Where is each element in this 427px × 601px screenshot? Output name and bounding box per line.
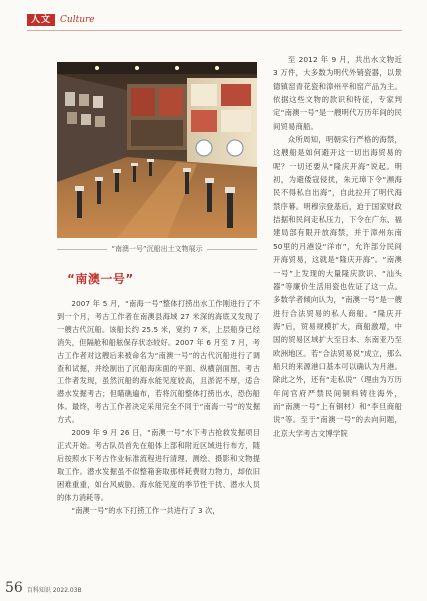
museum-exhibit-photo bbox=[57, 62, 257, 238]
page-footer bbox=[5, 580, 82, 596]
section-tag: 人文 bbox=[27, 14, 55, 26]
left-text-column bbox=[57, 298, 260, 517]
section-header bbox=[27, 13, 95, 27]
caption-rule-left bbox=[57, 249, 107, 250]
photo-caption-text: “南澳一号”沉船出土文物展示 bbox=[111, 245, 203, 253]
page-number: 56 bbox=[5, 580, 23, 596]
photo-caption bbox=[57, 244, 257, 254]
header-divider bbox=[27, 30, 402, 31]
body-paragraph: “南澳一号”的水下打捞工作一共进行了 3 次， bbox=[71, 505, 220, 515]
right-text-column bbox=[273, 53, 402, 440]
section-english-label: Culture bbox=[60, 15, 95, 25]
section-heading: “南澳一号” bbox=[67, 272, 134, 286]
caption-rule-right bbox=[207, 249, 257, 250]
body-paragraph: 至 2012 年 9 月，共出水文物近 3 万件，大多数为明代外销瓷器，以景德镇窑青花瓷和漳州平和窑产品为主。依据这些文物的款识和特征，专家判定“南澳一号”是一艘明代万历年间的民间贸易商船。 bbox=[273, 55, 402, 131]
publication-info: 百科知识 2022.03B bbox=[26, 587, 82, 594]
body-paragraph: 2007 年 5 月，“南海一号”整体打捞出水工作刚进行了不到一个月，考古工作者在南澳县海域 27 米深的海底又发现了一艘古代沉船。该船长约 25.5 米，宽约 7 米，上层船身已经消失，但隔舱和船舷保存状态较好。2007 年 6 月至 7 月，考古工作者对这艘后来被命名为“南澳一号”的古代沉船进行了调查和试掘，并绘制出了沉船海床面的平面、纵横剖面图。考古工作者发现，虽然沉船的海水能见度较高，且淤泥不厚，适合潜水发掘考古；但瞄礁遍布，若将沉船整体打捞出水，恐伤船体。最终，考古工作者决定采用完全不同于“南海一号”的发掘方式。 bbox=[57, 299, 260, 425]
exhibit-photo-illustration bbox=[57, 62, 257, 238]
body-paragraph: 众所周知，明朝实行严格的海禁，这艘船是如何避开这一切出海贸易的呢？一切还要从“隆庆开海”说起。明初，为避倭寇侵扰，朱元璋下令“濒海民不得私自出海”，自此拉开了明代海禁序幕。明穆宗登基后，迫于国家财政拮据和民间走私压力，下令在广东、福建局部有限开放海禁，并于漳州东南50里的月港设“洋市”，允许部分民间开海贸易，这就是“隆庆开海”。“南澳一号”上发现的大量隆庆款识、“汕头器”等廉价生活用瓷也佐证了这一点。多数学者倾向认为，“南澳一号”是一艘进行合法贸易的私人商船。“隆庆开海”后，贸易规模扩大，商船激增，中国的贸易区域扩大至日本、东南亚乃至欧洲地区。若“合法贸易说”成立，那么船只的来源港口基本可以确认为月港。除此之外，还有“走私说”（理由为万历年间官府严禁民间铜料铸往海外，而“南澳一号”上有铜材）和“李旦商船说”等。至于“南澳一号”的去向问题，北京大学考古文博学院 bbox=[273, 135, 402, 438]
body-paragraph: 2009 年 9 月 26 日，“南澳一号”水下考古抢救发掘项目正式开始。考古队员首先在船体上部和附近区域进行布方，随后按照水下考古作业标准流程进行清理、测绘、摄影和文物提取工作。潜水发掘虽不似整箱套取那样耗费财力物力，却依旧困难重重，如台风威胁、海水能见度的季节性干扰、潜水人员的体力消耗等。 bbox=[57, 428, 260, 502]
